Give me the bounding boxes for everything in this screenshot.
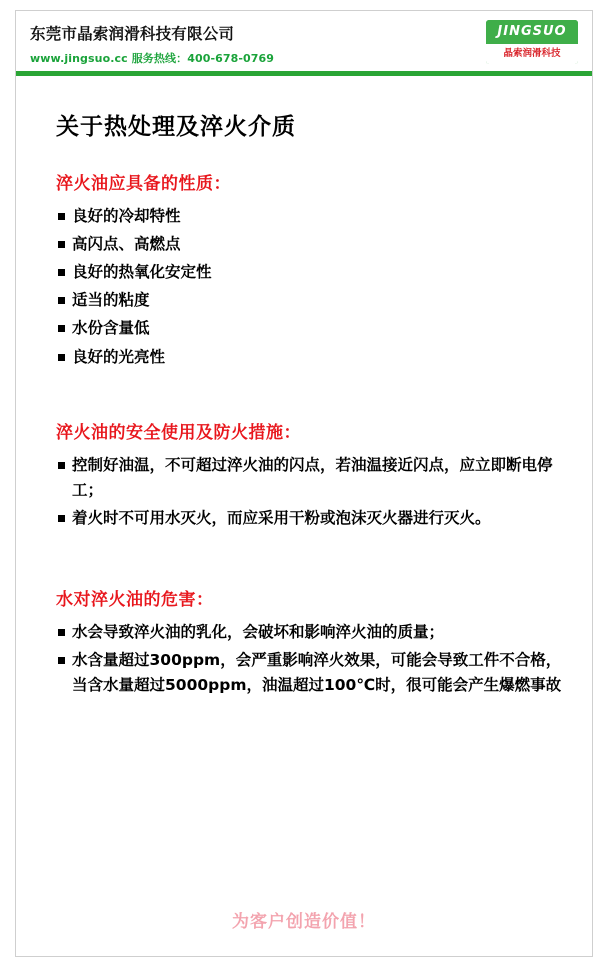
spacer: [56, 561, 566, 585]
section-heading: 水对淬火油的危害：: [56, 589, 214, 610]
section-properties: [56, 169, 566, 370]
list-item: 良好的冷却特性: [56, 204, 566, 229]
section-safety: [56, 418, 566, 531]
logo-brand-en: JINGSUO: [486, 20, 578, 44]
page-title: 关于热处理及淬火介质: [56, 114, 296, 140]
document-page: [15, 10, 593, 957]
section-heading: 淬火油应具备的性质：: [56, 174, 231, 194]
list-item: 水份含量低: [56, 316, 566, 341]
bullet-list: [56, 204, 566, 370]
document-header: [16, 11, 592, 71]
list-item: 水含量超过300ppm，会严重影响淬火效果，可能会导致工件不合格，当含水量超过5000ppm，油温超过100℃时，很可能会产生爆燃事故: [56, 648, 566, 698]
document-content: [16, 76, 592, 698]
company-logo: [486, 20, 578, 64]
section-heading: 淬火油的安全使用及防火措施：: [56, 422, 301, 443]
footer-slogan: 为客户创造价值！: [232, 912, 376, 932]
section-water-hazard: [56, 585, 566, 698]
list-item: 控制好油温，不可超过淬火油的闪点，若油温接近闪点，应立即断电停工；: [56, 453, 566, 503]
logo-brand-cn: 晶索润滑科技: [486, 44, 578, 64]
spacer: [56, 400, 566, 418]
company-name: 东莞市晶索润滑科技有限公司: [30, 25, 235, 43]
list-item: 适当的粘度: [56, 288, 566, 313]
list-item: 良好的光亮性: [56, 345, 566, 370]
list-item: 水会导致淬火油的乳化，会破坏和影响淬火油的质量；: [56, 620, 566, 645]
list-item: 良好的热氧化安定性: [56, 260, 566, 285]
bullet-list: [56, 453, 566, 531]
list-item: 高闪点、高燃点: [56, 232, 566, 257]
bullet-list: [56, 620, 566, 698]
company-contact: www.jingsuo.cc 服务热线：400-678-0769: [30, 52, 275, 65]
list-item: 着火时不可用水灭火，而应采用干粉或泡沫灭火器进行灭火。: [56, 506, 566, 531]
